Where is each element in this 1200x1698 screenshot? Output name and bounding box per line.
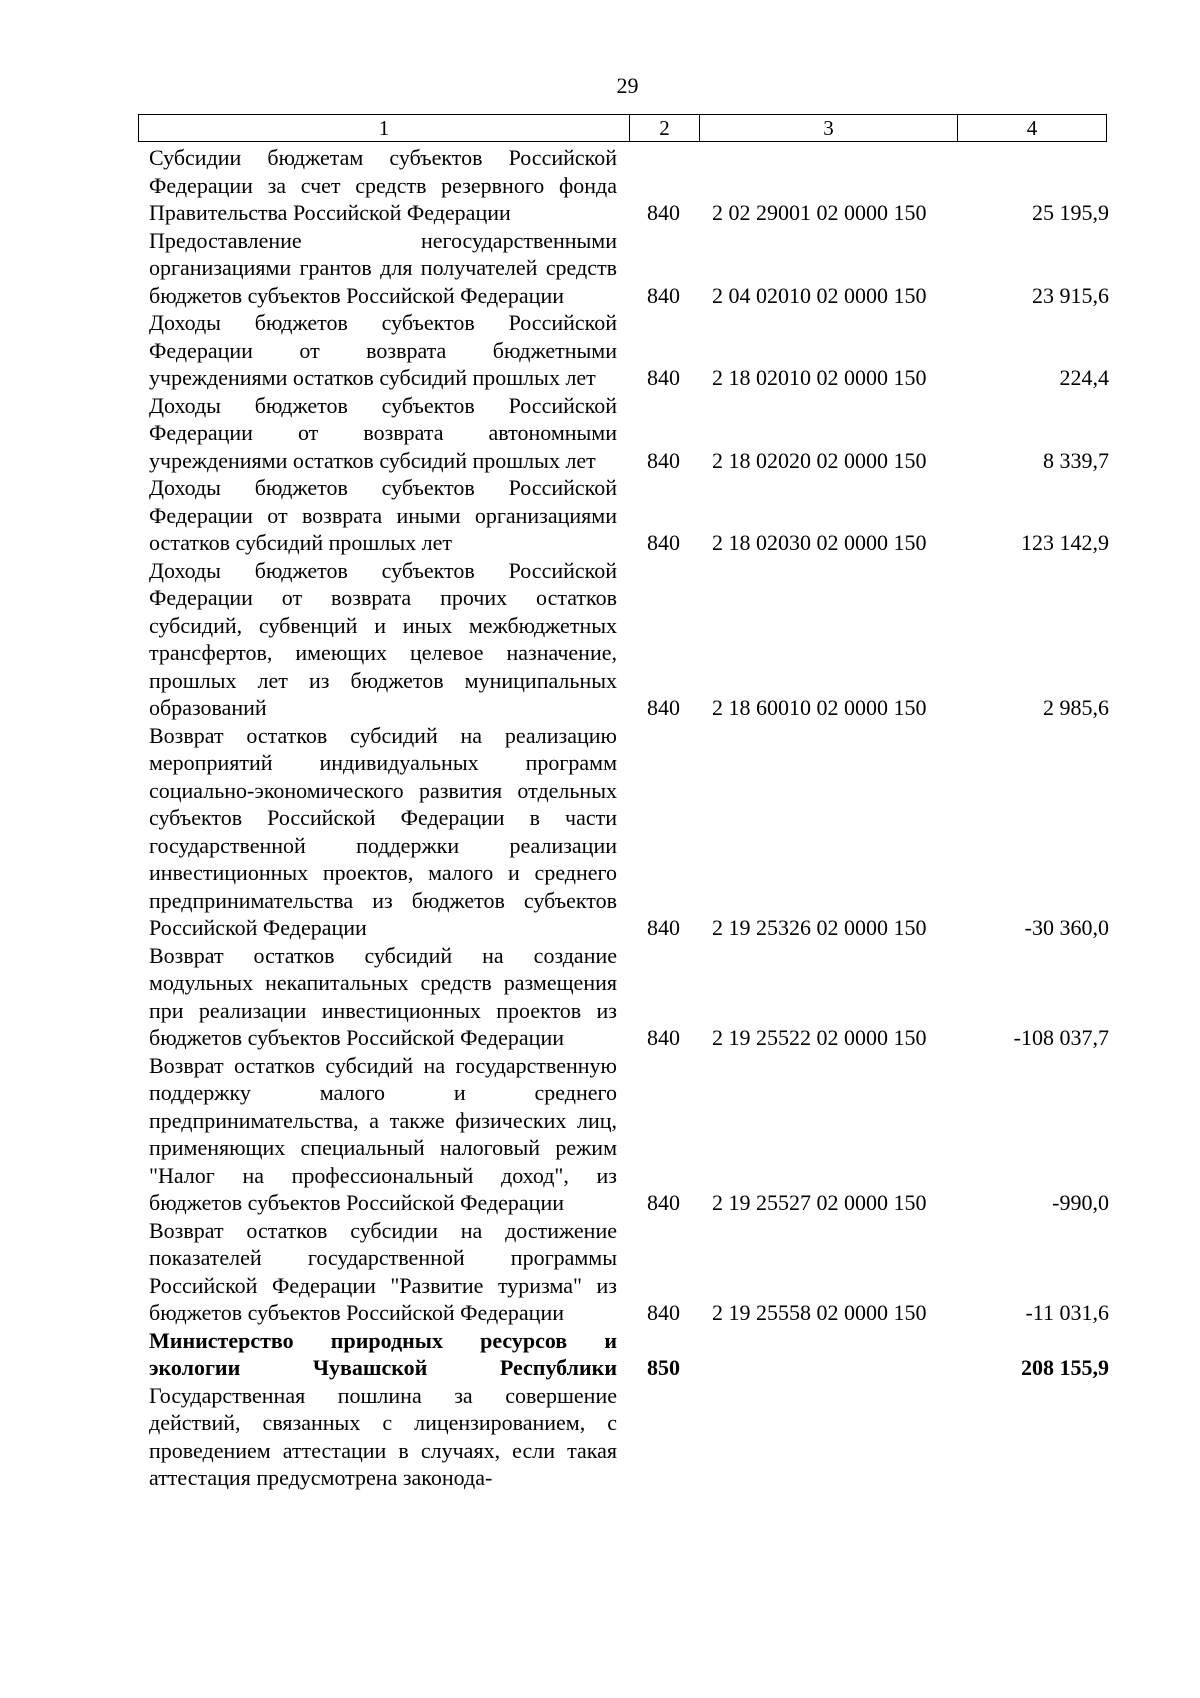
table-body [149, 144, 1109, 1492]
row-description: Возврат остатков субсидий на реализацию мероприятий индивидуальных программ социально-экономического развития отдельных субъектов Российской Федерации в части государственной поддержки реализации инвестиционных проектов, малого и среднего предпринимательства из бюджетов субъектов Российской Федерации [149, 722, 617, 940]
table-row [149, 227, 1109, 310]
header-cell-1: 1 [139, 115, 630, 142]
row-amount: 208 155,9 [1021, 1355, 1109, 1380]
row-description: Доходы бюджетов субъектов Российской Федерации от возврата автономными учреждениями остатков субсидий прошлых лет [149, 392, 617, 473]
row-budget-code: 2 19 25558 02 0000 150 [712, 1300, 927, 1325]
row-admin-code: 840 [647, 1300, 680, 1325]
row-admin-code: 840 [647, 915, 680, 940]
row-amount: 23 915,6 [1032, 282, 1109, 308]
row-admin-code: 840 [647, 695, 680, 720]
row-budget-code: 2 18 02010 02 0000 150 [712, 365, 927, 390]
table-row [149, 1327, 1109, 1382]
row-description: Возврат остатков субсидий на создание модульных некапитальных средств размещения при реализации инвестиционных проектов из бюджетов субъектов Российской Федерации [149, 942, 617, 1050]
row-amount: -990,0 [1052, 1190, 1109, 1215]
row-description: Доходы бюджетов субъектов Российской Федерации от возврата иными организациями остатков субсидий прошлых лет [149, 475, 617, 555]
row-description: Доходы бюджетов субъектов Российской Федерации от возврата прочих остатков субсидий, субвенций и иных межбюджетных трансфертов, имеющих целевое назначение, прошлых лет из бюджетов муниципальных образований [149, 557, 617, 720]
table-row [149, 942, 1109, 1052]
table-header [138, 114, 1107, 142]
row-budget-code: 2 04 02010 02 0000 150 [712, 282, 927, 308]
table-row [149, 309, 1109, 392]
row-budget-code: 2 18 02030 02 0000 150 [712, 530, 927, 555]
table-row [149, 474, 1109, 557]
row-admin-code: 840 [647, 200, 680, 225]
row-budget-code: 2 18 60010 02 0000 150 [712, 695, 927, 720]
row-amount: 25 195,9 [1032, 200, 1109, 225]
row-admin-code: 840 [647, 365, 680, 390]
table-row [149, 1217, 1109, 1327]
row-amount: 224,4 [1059, 365, 1109, 390]
row-description: Предоставление негосударственными организациями грантов для получателей средств бюджетов субъектов Российской Федерации [149, 227, 617, 308]
row-description: Субсидии бюджетам субъектов Российской Федерации за счет средств резервного фонда Правительства Российской Федерации [149, 145, 617, 225]
row-admin-code: 840 [647, 1190, 680, 1215]
page-number: 29 [616, 73, 639, 98]
row-amount: 2 985,6 [1043, 695, 1109, 720]
row-amount: 8 339,7 [1043, 447, 1109, 473]
header-cell-2: 2 [630, 115, 700, 142]
row-admin-code: 840 [647, 530, 680, 555]
table-row [149, 722, 1109, 942]
row-budget-code: 2 19 25326 02 0000 150 [712, 915, 927, 940]
row-description: Возврат остатков субсидий на государственную поддержку малого и среднего предпринимательства, а также физических лиц, применяющих специальный налоговый режим "Налог на профессиональный доход", из бюджетов субъектов Российской Федерации [149, 1052, 617, 1215]
row-amount: -108 037,7 [1013, 1025, 1109, 1050]
row-description: Государственная пошлина за совершение действий, связанных с лицензированием, с проведением аттестации в случаях, если такая аттестация предусмотрена законода- [149, 1382, 617, 1490]
row-amount: -30 360,0 [1024, 915, 1109, 940]
header-cell-3: 3 [700, 115, 958, 142]
row-budget-code: 2 18 02020 02 0000 150 [712, 447, 927, 473]
row-admin-code: 840 [647, 1025, 680, 1050]
row-budget-code: 2 02 29001 02 0000 150 [712, 200, 927, 225]
row-admin-code: 850 [647, 1355, 680, 1380]
row-budget-code: 2 19 25522 02 0000 150 [712, 1025, 927, 1050]
row-budget-code: 2 19 25527 02 0000 150 [712, 1190, 927, 1215]
row-admin-code: 840 [647, 447, 680, 473]
row-amount: -11 031,6 [1025, 1300, 1109, 1325]
header-cell-4: 4 [958, 115, 1107, 142]
row-amount: 123 142,9 [1021, 530, 1109, 555]
table-row [149, 392, 1109, 475]
row-description: Возврат остатков субсидии на достижение показателей государственной программы Российской Федерации "Развитие туризма" из бюджетов субъектов Российской Федерации [149, 1217, 617, 1325]
table-row [149, 1382, 1109, 1492]
table-row [149, 557, 1109, 722]
row-description: Министерство природных ресурсов и экологии Чувашской Республики [149, 1327, 617, 1380]
row-admin-code: 840 [647, 282, 680, 308]
row-description: Доходы бюджетов субъектов Российской Федерации от возврата бюджетными учреждениями остатков субсидий прошлых лет [149, 310, 617, 390]
table-row [149, 144, 1109, 227]
table-row [149, 1052, 1109, 1217]
